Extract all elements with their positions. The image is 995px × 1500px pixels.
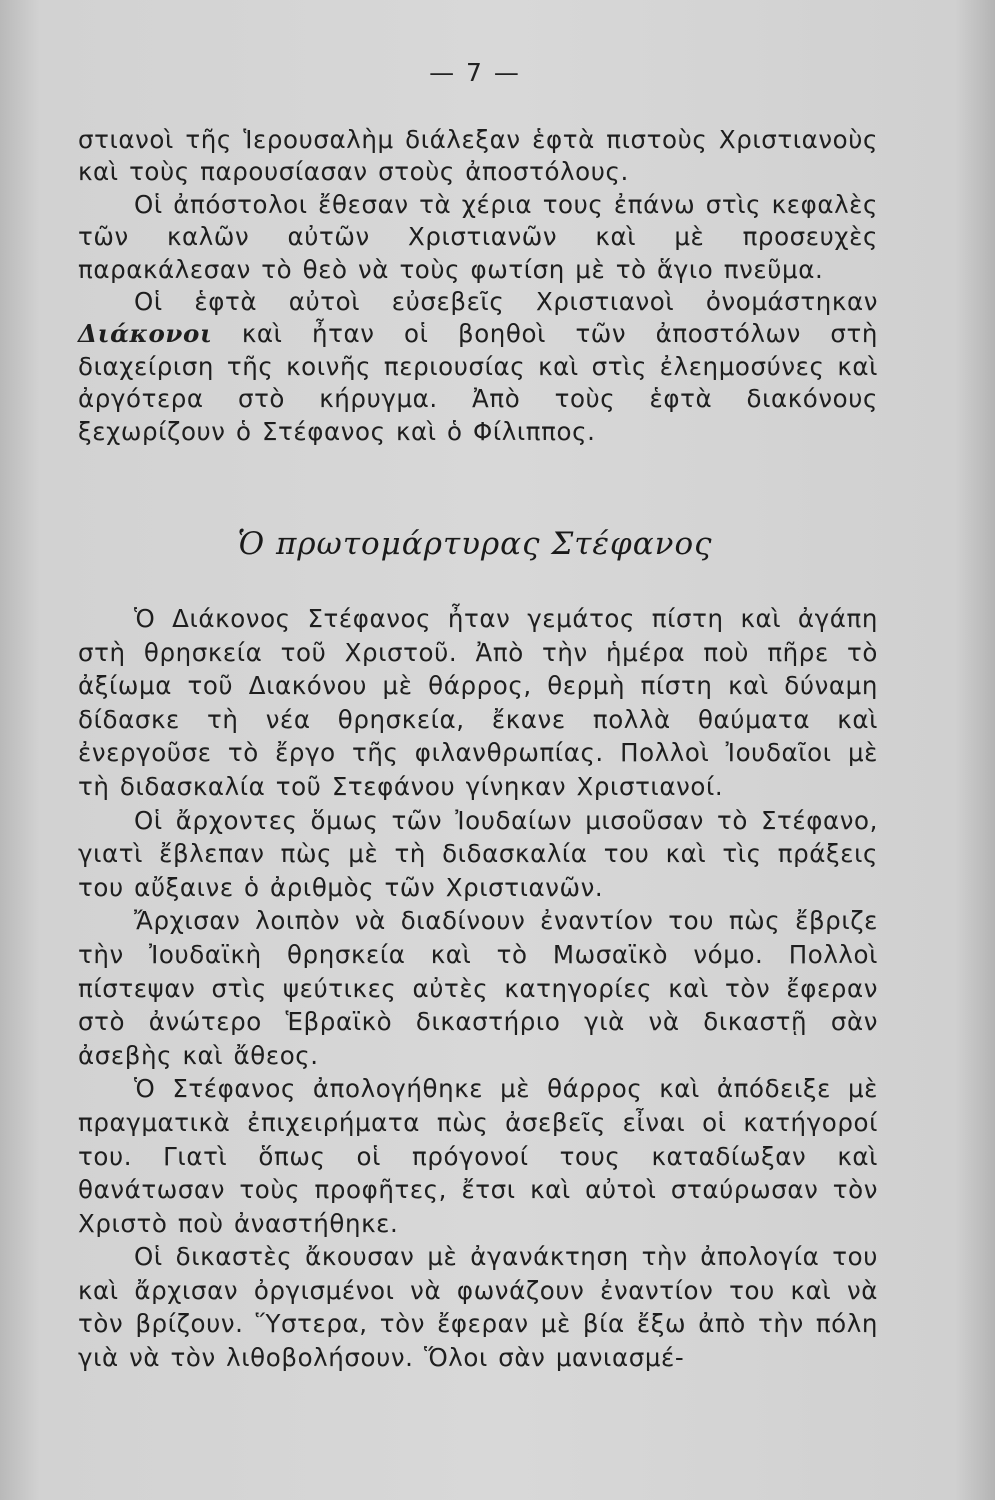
paragraph: Οἱ ἀπόστολοι ἔθεσαν τὰ χέρια τους ἐπάνω στὶς κεφαλὲς τῶν καλῶν αὐτῶν Χριστιανῶν καὶ μὲ προσευχὲς παρακάλεσαν τὸ θεὸ νὰ τοὺς φωτίση μὲ τὸ ἅγιο πνεῦμα.: [78, 189, 878, 284]
section-1-text: [78, 124, 878, 448]
paragraph-text: Οἱ ἑφτὰ αὐτοὶ εὐσεβεῖς Χριστιανοὶ ὀνομάστηκαν: [134, 287, 878, 317]
page-number: — 7 —: [429, 58, 521, 87]
paragraph: Οἱ ἄρχοντες ὅμως τῶν Ἰουδαίων μισοῦσαν τὸ Στέφανο, γιατὶ ἔβλεπαν πὼς μὲ τὴ διδασκαλία του καὶ τὶς πράξεις του αὔξαινε ὁ ἀριθμὸς τῶν Χριστιανῶν.: [78, 805, 878, 902]
section-2-text: [78, 602, 878, 1375]
section-heading: Ὁ πρωτομάρτυρας Στέφανος: [237, 526, 713, 562]
paragraph-continued: στιανοὶ τῆς Ἱερουσαλὴμ διάλεξαν ἑφτὰ πιστοὺς Χριστιανοὺς καὶ τοὺς παρουσίασαν στοὺς ἀποστόλους.: [78, 125, 878, 187]
paragraph: Ἄρχισαν λοιπὸν νὰ διαδίνουν ἐναντίον του πὼς ἔβριζε τὴν Ἰουδαϊκὴ θρησκεία καὶ τὸ Μωσαϊκὸ νόμο. Πολλοὶ πίστεψαν στὶς ψεύτικες αὐτὲς κατηγορίες καὶ τὸν ἔφεραν στὸ ἀνώτερο Ἑβραϊκὸ δικαστήριο γιὰ νὰ δικαστῇ σὰν ἀσεβὴς καὶ ἄθεος.: [78, 906, 878, 1070]
paragraph: Ὁ Στέφανος ἀπολογήθηκε μὲ θάρρος καὶ ἀπόδειξε μὲ πραγματικὰ ἐπιχειρήματα πὼς ἀσεβεῖς εἶναι οἱ κατήγοροί του. Γιατὶ ὅπως οἱ πρόγονοί τους καταδίωξαν καὶ θανάτωσαν τοὺς προφῆτες, ἔτσι καὶ αὐτοὶ σταύρωσαν τὸν Χριστὸ ποὺ ἀναστήθηκε.: [78, 1074, 878, 1238]
paragraph-deacons: [78, 286, 878, 448]
paragraph: Ὁ Διάκονος Στέφανος ἦταν γεμάτος πίστη καὶ ἀγάπη στὴ θρησκεία τοῦ Χριστοῦ. Ἀπὸ τὴν ἡμέρα ποὺ πῆρε τὸ ἀξίωμα τοῦ Διακόνου μὲ θάρρος, θερμὴ πίστη καὶ δύναμη δίδασκε τὴ νέα θρησκεία, ἔκανε πολλὰ θαύματα καὶ ἐνεργοῦσε τὸ ἔργο τῆς φιλανθρωπίας. Πολλοὶ Ἰουδαῖοι μὲ τὴ διδασκαλία τοῦ Στεφάνου γίνηκαν Χριστιανοί.: [78, 604, 878, 801]
paragraph-text: καὶ ἦταν οἱ βοηθοὶ τῶν ἀποστόλων στὴ διαχείριση τῆς κοινῆς περιουσίας καὶ στὶς ἐλεημοσύνες καὶ ἀργότερα στὸ κήρυγμα. Ἀπὸ τοὺς ἑφτὰ διακόνους ξεχωρίζουν ὁ Στέφανος καὶ ὁ Φίλιππος.: [78, 319, 878, 446]
emphasized-term: Διάκονοι: [78, 319, 213, 349]
paragraph: Οἱ δικαστὲς ἄκουσαν μὲ ἀγανάκτηση τὴν ἀπολογία του καὶ ἄρχισαν ὀργισμένοι νὰ φωνάζουν ἐναντίον του καὶ νὰ τὸν βρίζουν. Ὕστερα, τὸν ἔφεραν μὲ βία ἔξω ἀπὸ τὴν πόλη γιὰ νὰ τὸν λιθοβολήσουν. Ὅλοι σὰν μανιασμέ-: [78, 1242, 878, 1373]
